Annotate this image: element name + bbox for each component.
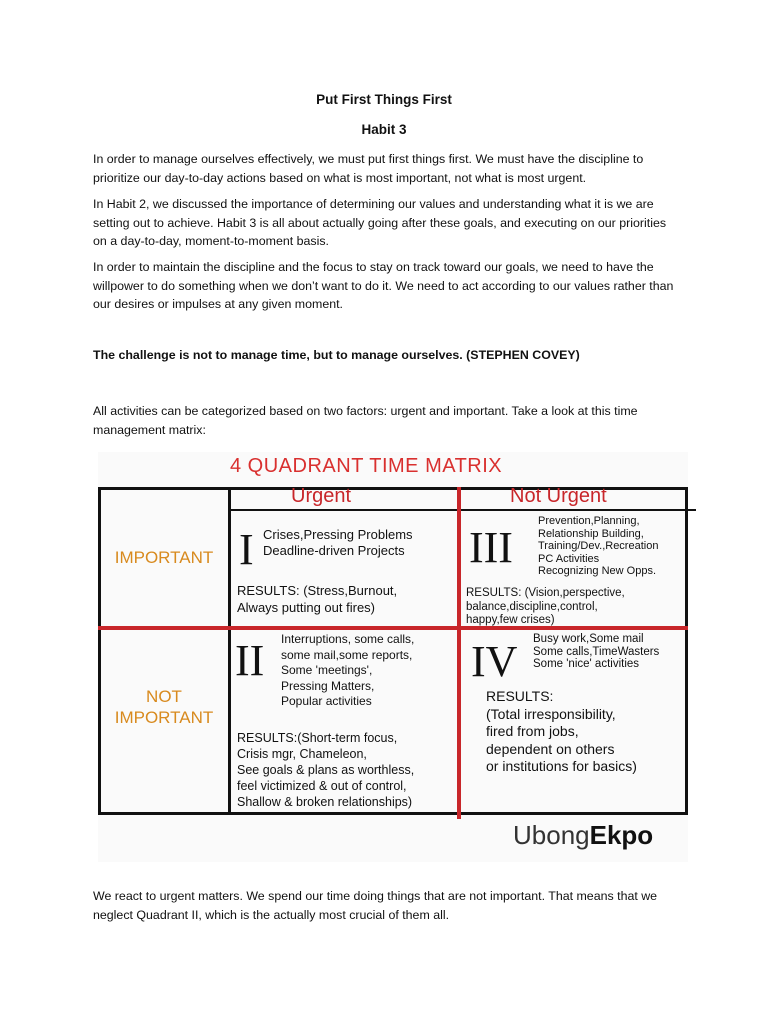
paragraph-intro: In order to manage ourselves effectively, we must put first things first. We must have the discipline to prioritize our day-to-day actions based on what is most important, not what is most urgent. (93, 152, 644, 185)
time-matrix-figure (98, 452, 688, 862)
quadrant-2-results: RESULTS:(Short-term focus, Crisis mgr, Chameleon, See goals & plans as worthless, feel victimized & out of control, Shallow & broken relationships) (237, 731, 415, 809)
paragraph-habit2: In Habit 2, we discussed the importance of determining our values and understanding what it is we are setting out to achieve. Habit 3 is all about actually going after these goals, and executing on our priorities on a day-to-day, moment-to-moment basis. (93, 197, 667, 248)
quadrant-3-items: Prevention,Planning, Relationship Building, Training/Dev.,Recreation PC Activities Recognizing New Opps. (538, 515, 659, 577)
quadrant-1-results: RESULTS: (Stress,Burnout, Always putting out fires) (237, 583, 398, 615)
brand-logo (513, 820, 653, 851)
quadrant-3-results: RESULTS: (Vision,perspective, balance,discipline,control, happy,few crises) (466, 587, 625, 626)
doc-subtitle: Habit 3 (361, 122, 407, 137)
quadrant-4-numeral: IV (471, 637, 518, 686)
quadrant-2-items: Interruptions, some calls, some mail,some reports, Some 'meetings', Pressing Matters, Popular activities (281, 632, 415, 708)
matrix-vertical-red-divider (457, 487, 461, 819)
paragraph-conclusion: We react to urgent matters. We spend our time doing things that are not important. That means that we neglect Quadrant II, which is the actually most crucial of them all. (93, 889, 658, 922)
row-header-important: IMPORTANT (114, 548, 214, 567)
doc-title: Put First Things First (316, 92, 452, 107)
col-header-not-urgent: Not Urgent (510, 485, 607, 507)
paragraph-willpower: In order to maintain the discipline and the focus to stay on track toward our goals, we need to have the willpower to do something when we don’t want to do it. We need to act according to our values rather than our desires or impulses at any given moment. (93, 260, 674, 311)
quadrant-3-numeral: III (469, 523, 513, 572)
paragraph-categories: All activities can be categorized based on two factors: urgent and important. Take a look at this time management matrix: (93, 404, 638, 437)
quadrant-2-numeral: II (235, 636, 265, 685)
quadrant-4-results: RESULTS: (Total irresponsibility, fired from jobs, dependent on others or institutions for basics) (486, 688, 637, 774)
quadrant-4-items: Busy work,Some mail Some calls,TimeWasters Some 'nice' activities (533, 633, 660, 670)
quadrant-1-numeral: I (239, 525, 254, 574)
quadrant-1-items: Crises,Pressing Problems Deadline-driven Projects (263, 527, 413, 558)
matrix-title: 4 QUADRANT TIME MATRIX (230, 455, 503, 477)
quote-covey: The challenge is not to manage time, but to manage ourselves. (STEPHEN COVEY) (93, 348, 580, 362)
matrix-header-col-divider (228, 487, 231, 815)
brand-part-2: Ekpo (589, 820, 654, 850)
matrix-header-row-tick (686, 509, 696, 511)
matrix-right-border (685, 487, 688, 815)
matrix-bottom-border (98, 812, 688, 815)
matrix-left-border (98, 487, 101, 815)
row-header-not-important: NOT IMPORTANT (114, 687, 214, 727)
col-header-urgent: Urgent (291, 485, 352, 507)
brand-part-1: Ubong (513, 820, 590, 850)
